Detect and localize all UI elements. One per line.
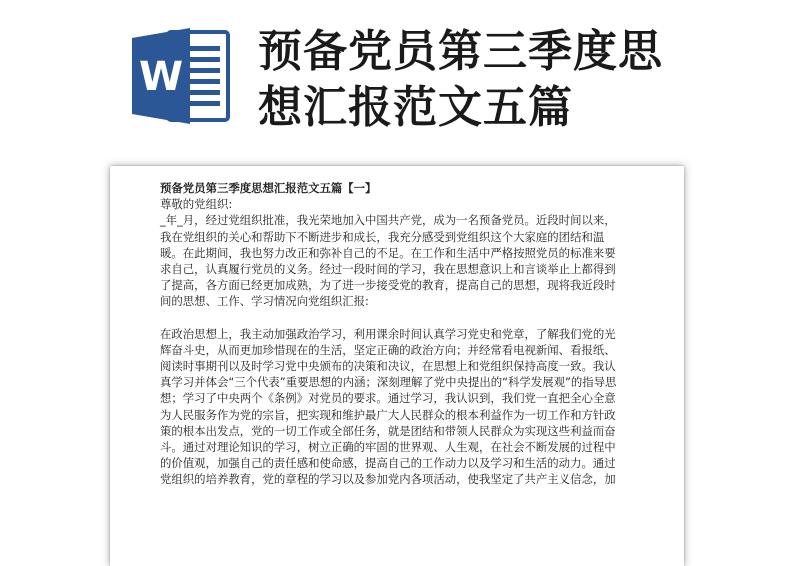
page-title (258, 24, 738, 136)
word-letter-w: W (138, 54, 184, 100)
paragraph-line: 暖。在此期间，我也努力改正和弥补自己的不足。在工作和生活中严格按照党员的标准来要 (160, 245, 616, 260)
word-document-icon (130, 24, 230, 128)
paragraph-line: 我在党组织的关心和帮助下不断进步和成长，我充分感受到党组织这个大家庭的团结和温 (160, 229, 605, 244)
paragraph-line: 辉奋斗史，从而更加珍惜现在的生活，坚定正确的政治方向；并经常看电视新闻、看报纸、 (160, 342, 616, 357)
document-heading: 预备党员第三季度思想汇报范文五篇【一】 (160, 181, 377, 195)
page-title-line-2: 想汇报范文五篇 (258, 82, 573, 133)
paragraph-line: 在政治思想上，我主动加强政治学习，利用课余时间认真学习党史和党章，了解我们党的光 (160, 326, 616, 341)
paragraph-line: 为人民服务作为党的宗旨，把实现和维护最广大人民群众的根本利益作为一切工作和方针政 (160, 407, 616, 422)
page-title-line-1: 预备党员第三季度思 (258, 26, 663, 77)
paragraph-line: 斗。通过对理论知识的学习，树立正确的牢固的世界观、人生观，在社会不断发展的过程中 (160, 440, 616, 454)
document-body (160, 180, 650, 488)
paragraph-line: 尊敬的党组织: (160, 197, 233, 212)
paragraph-line: 求自己，认真履行党员的义务。经过一段时间的学习，我在思想意识上和言谈举止上都得到 (160, 261, 616, 276)
paragraph-line: 间的思想、工作、学习情况向党组织汇报: (160, 294, 369, 309)
paragraph-line: 的价值观，加强自己的责任感和使命感，提高自己的工作动力以及学习和生活的动力。通过 (160, 456, 616, 471)
paragraph-line: 真学习并体会“三个代表”重要思想的内涵；深刻理解了党中央提出的“科学发展观”的指导思 (160, 375, 617, 390)
paragraph-line: 想；学习了中央两个《条例》对党员的要求。通过学习，我认识到，我们党一直把全心全意 (160, 391, 616, 406)
paragraph-line: 了提高，各方面已经更加成熟，为了进一步接受党的教育，提高自己的思想，现将我近段时 (160, 278, 616, 293)
paragraph-line: 阅读时事期刊以及时学习党中央颁布的决策和决议，在思想上和党组织保持高度一致。我认 (160, 359, 616, 374)
paragraph-line: 策的根本出发点，党的一切工作或全部任务，就是团结和带领人民群众为实现这些利益而奋 (160, 423, 616, 438)
paragraph-spacer (160, 310, 650, 326)
paragraph-line: 党组织的培养教育，党的章程的学习以及参加党内各项活动，使我坚定了共产主义信念，加 (160, 472, 616, 487)
paragraph-line: _年_月，经过党组织批准，我光荣地加入中国共产党，成为一名预备党员。近段时间以来， (160, 213, 616, 228)
